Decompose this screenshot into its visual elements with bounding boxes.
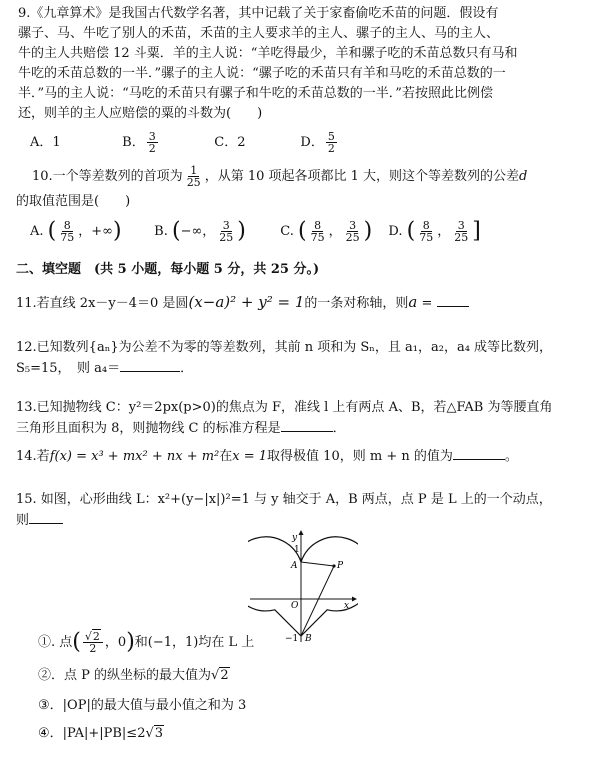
q12-text-a: S₅=15， 则 a₄＝ xyxy=(16,361,121,376)
denominator: 2 xyxy=(89,642,97,655)
denominator: 25 xyxy=(186,176,201,189)
q14-x-value: x = 1 xyxy=(232,449,268,464)
q12-text-b: ． xyxy=(180,361,194,376)
option-label: C． xyxy=(214,135,238,150)
q10-option-a: A. ( $\frac{8}{75}$ ，+∞) xyxy=(30,218,122,244)
q12-line-1: 12.已知数列{aₙ}为公差不为零的等差数列，其前 n 项和为 Sₙ，且 a₁，a₂，a₄ 成等比数列， xyxy=(16,340,553,355)
q13-text-b: ． xyxy=(332,421,346,436)
q15-statement-3: ③．|OP|的最大值与最小值之和为 3 xyxy=(38,698,247,713)
fraction xyxy=(185,165,203,188)
statement-text: 点 xyxy=(59,635,73,650)
option-first: −∞， xyxy=(180,224,216,239)
denominator: 75 xyxy=(310,231,325,244)
denominator: 25 xyxy=(219,231,234,244)
q15-line-2 xyxy=(16,510,581,530)
fraction xyxy=(309,220,327,243)
q9-options xyxy=(30,128,581,158)
q13-line-2 xyxy=(16,418,581,438)
option-label: B. xyxy=(154,224,168,239)
denominator: 25 xyxy=(345,231,360,244)
q13-text-a: 三角形且面积为 8，则抛物线 C 的标准方程是 xyxy=(16,421,281,436)
denominator: 25 xyxy=(454,231,469,244)
heart-curve xyxy=(248,537,358,636)
statement-text: ④．|PA|+|PB|≤2 xyxy=(38,726,146,741)
q10-option-c: C. ( $\frac{8}{75}$ ， $\frac{3}{25}$ ) xyxy=(280,218,373,244)
heart-curve-figure xyxy=(248,528,358,644)
q9-option-d xyxy=(300,128,338,158)
label-y: y xyxy=(292,533,298,543)
q9-line-4: 牛吃的禾苗总数的一半．”骡子的主人说：“骡子吃的禾苗只有羊和马吃的禾苗总数的一 xyxy=(18,66,506,81)
q14-text-c: 取得极值 10，则 m + n 的值为 xyxy=(267,449,453,464)
statement-text: ②．点 P 的纵坐标的最大值为 xyxy=(38,668,212,683)
option-label: D. xyxy=(388,224,403,239)
q9-line-1: 9.《九章算术》是我国古代数学名著，其中记载了关于家畜偷吃禾苗的问题．假设有 xyxy=(18,6,499,21)
q9-option-c xyxy=(214,128,296,158)
q9-option-b xyxy=(122,128,210,158)
q12-line-2 xyxy=(16,358,581,378)
q15-statement-4: ④．|PA|+|PB|≤2√3 xyxy=(38,726,164,741)
point-p xyxy=(332,564,335,567)
label-1: 1 xyxy=(294,545,300,555)
fraction xyxy=(326,131,337,154)
statement-marker: ①. xyxy=(38,635,56,650)
q15-line-1: 15. 如图，心形曲线 L：x²+(y−|x|)²=1 与 y 轴交于 A，B 两点，点 P 是 L 上的一个动点， xyxy=(16,492,552,507)
numerator: 3 xyxy=(222,219,230,232)
option-label: B． xyxy=(122,135,145,150)
fraction xyxy=(147,131,158,154)
q15-statement-1: ①. 点( $\frac{√2}{2}$ ，0)和(−1，1)均在 L 上 xyxy=(38,629,255,655)
numerator: 3 xyxy=(148,130,156,143)
option-label: C. xyxy=(280,224,294,239)
option-label: D． xyxy=(300,135,324,150)
sqrt-radicand: 3 xyxy=(154,726,164,741)
denominator: 75 xyxy=(60,231,75,244)
q15-text: 则 xyxy=(16,513,30,528)
question-11 xyxy=(16,290,581,314)
q14-function: f(x) = x³ + mx² + nx + m² xyxy=(49,449,220,464)
q14-answer-blank[interactable] xyxy=(453,446,505,460)
numerator: 1 xyxy=(190,164,198,177)
q11-text-c: = xyxy=(417,296,437,311)
q10-text-b: ，从第 10 项起各项都比 1 大，则这个等差数列的公差 xyxy=(204,169,520,184)
q9-line-3: 牛的主人共赔偿 12 斗粟．羊的主人说：“羊吃得最少，羊和骡子吃的禾苗总数只有马和 xyxy=(18,46,518,61)
segment-pb xyxy=(301,566,334,636)
q9-line-6: 还，则羊的主人应赔偿的粟的斗数为( ) xyxy=(18,106,263,121)
label-x: x xyxy=(344,601,350,611)
q10-text-a: 10.一个等差数列的首项为 xyxy=(32,169,183,184)
fraction xyxy=(217,220,235,243)
fraction xyxy=(58,220,76,243)
question-9 xyxy=(18,4,581,124)
label-b: B xyxy=(305,634,312,644)
fraction xyxy=(83,631,103,654)
x-axis-arrow xyxy=(352,597,357,602)
q9-line-5: 半．”马的主人说：“马吃的禾苗只有骡子和牛吃的禾苗总数的一半．”若按照此比例偿 xyxy=(18,86,493,101)
question-14 xyxy=(16,446,581,466)
numerator: 8 xyxy=(314,219,322,232)
fraction xyxy=(417,220,435,243)
option-value: 1 xyxy=(52,135,61,150)
q12-answer-blank[interactable] xyxy=(120,358,180,372)
q15-answer-blank[interactable] xyxy=(29,510,63,524)
q10-line-2: 的取值范围是( ) xyxy=(16,194,131,209)
q13-line-1: 13.已知抛物线 C：y²＝2px(p>0)的焦点为 F，准线 l 上有两点 A、B，若△FAB 为等腰直角 xyxy=(16,400,553,415)
denominator: 75 xyxy=(419,231,434,244)
q11-var-a: a xyxy=(408,293,418,311)
q14-text-a: 14.若 xyxy=(16,449,50,464)
q10-line-1 xyxy=(32,164,581,190)
q10-var-d: d xyxy=(519,169,528,184)
q14-text-b: 在 xyxy=(219,449,233,464)
denominator: 2 xyxy=(148,142,156,155)
q10-options xyxy=(30,214,581,250)
option-rest: ，+∞ xyxy=(78,224,113,239)
segment-pa xyxy=(301,562,334,566)
q11-circle-equation: (x−a)² + y² = 1 xyxy=(188,293,305,311)
label-neg1: −1 xyxy=(285,634,299,644)
denominator: 2 xyxy=(327,142,335,155)
q9-option-a xyxy=(30,128,118,158)
q11-answer-blank[interactable] xyxy=(437,293,469,307)
numerator: 5 xyxy=(327,130,335,143)
fraction xyxy=(452,220,470,243)
numerator: 3 xyxy=(349,219,357,232)
statement-text: 和(−1，1)均在 L 上 xyxy=(134,635,255,650)
q11-text-a: 11.若直线 2x－y－4＝0 是圆 xyxy=(16,296,189,311)
option-value: 2 xyxy=(237,135,246,150)
label-o: O xyxy=(291,601,299,611)
numerator: 8 xyxy=(63,219,71,232)
q14-text-d: 。 xyxy=(504,449,518,464)
y-axis-arrow xyxy=(299,530,304,535)
statement-text: ，0 xyxy=(104,635,127,650)
label-a: A xyxy=(291,561,298,571)
fraction xyxy=(344,220,362,243)
numerator: 8 xyxy=(422,219,430,232)
label-p: P xyxy=(337,561,344,571)
sqrt-radicand: 2 xyxy=(92,630,100,643)
numerator: 3 xyxy=(457,219,465,232)
q15-statement-2: ②．点 P 的纵坐标的最大值为√2 xyxy=(38,668,229,683)
sqrt-radicand: 2 xyxy=(220,668,229,683)
option-label: A． xyxy=(30,135,53,150)
q11-text-b: 的一条对称轴，则 xyxy=(304,296,409,311)
option-label: A. xyxy=(30,224,44,239)
numerator: √2 xyxy=(83,631,103,643)
section-2-title: 二、填空题 (共 5 小题，每小题 5 分，共 25 分。) xyxy=(16,262,320,277)
q13-answer-blank[interactable] xyxy=(281,418,333,432)
q9-line-2: 骡子、马、牛吃了别人的禾苗，禾苗的主人要求羊的主人、骡子的主人、马的主人、 xyxy=(18,26,500,41)
q10-option-d: D. ( $\frac{8}{75}$ ， $\frac{3}{25}$ ] xyxy=(388,218,481,244)
q10-option-b: B. (−∞， $\frac{3}{25}$ ) xyxy=(154,218,246,244)
